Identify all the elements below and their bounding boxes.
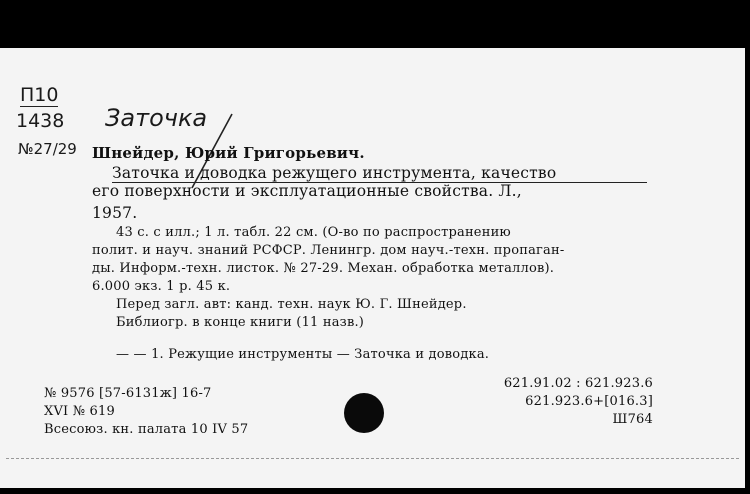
call-number-line3: №27/29 [18, 140, 77, 158]
title-line-2: его поверхности и эксплуатационные свойства. Л., [92, 182, 522, 200]
title-line-1: Заточка и доводка режущего инструмента, качество [112, 164, 647, 183]
desc-line-1: 43 с. с илл.; 1 л. табл. 22 см. (О-во по распространению [116, 225, 511, 240]
bottom-dotted-line [6, 458, 739, 459]
class-line-3: Ш764 [612, 412, 653, 427]
subject-entry: — — 1. Режущие инструменты — Заточка и доводка. [116, 347, 490, 362]
call-number-line1: П10 [20, 84, 59, 106]
registry-line-1: № 9576 [57-6131ж] 16-7 [44, 386, 212, 401]
note-1: Перед загл. авт: канд. техн. наук Ю. Г. Шнейдер. [116, 297, 467, 312]
desc-line-2: полит. и науч. знаний РСФСР. Ленингр. дом науч.-техн. пропаган- [92, 243, 565, 258]
subject-heading: Заточка [105, 104, 208, 132]
title-line-3: 1957. [92, 204, 138, 222]
registry-line-2: XVI № 619 [44, 404, 115, 419]
call-number-line2: 1438 [16, 110, 65, 132]
author: Шнейдер, Юрий Григорьевич. [92, 144, 365, 162]
class-line-2: 621.923.6+[016.3] [525, 394, 653, 409]
note-2: Библиогр. в конце книги (11 назв.) [116, 315, 365, 330]
registry-line-3: Всесоюз. кн. палата 10 IV 57 [44, 422, 249, 437]
desc-line-4: 6.000 экз. 1 р. 45 к. [92, 279, 231, 294]
class-line-1: 621.91.02 : 621.923.6 [503, 376, 653, 391]
catalog-card [0, 48, 748, 490]
desc-line-3: ды. Информ.-техн. листок. № 27-29. Механ. обработка металлов). [92, 261, 555, 276]
punch-hole [344, 393, 384, 433]
